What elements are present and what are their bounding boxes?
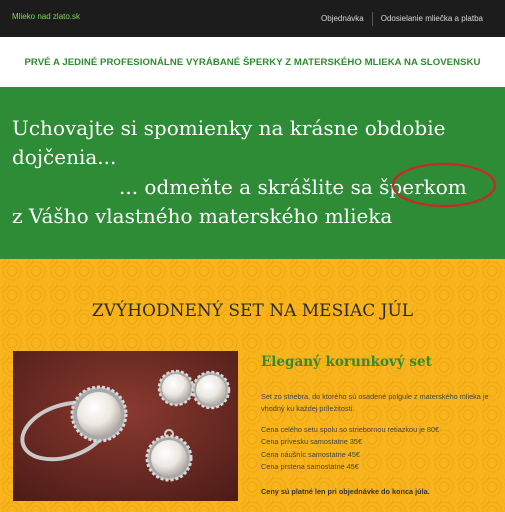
hero-line-2: dojčenia... [12, 145, 117, 169]
hero-line-4: z Vášho vlastného materského mlieka [12, 204, 393, 228]
hero-line-1: Uchovajte si spomienky na krásne obdobie [12, 116, 446, 140]
price-item: Cena náušníc samostatne 45€ [261, 449, 360, 459]
product-photo [13, 351, 238, 501]
tagline-band [0, 37, 505, 87]
nav-link-order[interactable]: Objednávka [321, 14, 364, 23]
main-nav [313, 0, 491, 37]
highlight-circle [390, 160, 498, 210]
offer-heading: ZVÝHODNENÝ SET NA MESIAC JÚL [91, 301, 414, 321]
price-list [261, 424, 439, 473]
product-title: Eleganý korunkový set [261, 354, 432, 370]
hero-line-3: ... odmeňte a skrášlite sa šperkom [119, 175, 467, 199]
nav-link-shipping-payment[interactable]: Odosielanie mliečka a platba [380, 14, 483, 23]
price-item: Cena prívesku samostatne 35€ [261, 437, 362, 447]
brand-link[interactable]: Mlieko nad zlato.sk [12, 12, 81, 21]
validity-note: Ceny sú platné len pri objednávke do konca júla. [261, 487, 430, 496]
top-navbar [0, 0, 505, 37]
price-item: Cena celého setu spolu so striebornou retiazkou je 80€ [261, 425, 440, 434]
site-tagline: PRVÉ A JEDINÉ PROFESIONÁLNE VYRÁBANÉ ŠPERKY Z MATERSKÉHO MLIEKA NA SLOVENSKU [24, 56, 481, 68]
price-item: Cena prstena samostatne 45€ [261, 461, 359, 471]
product-description: Set zo striebra, do ktorého sú osadené polgule z materského mlieka je vhodný ku každej príležitosti. [261, 392, 489, 413]
